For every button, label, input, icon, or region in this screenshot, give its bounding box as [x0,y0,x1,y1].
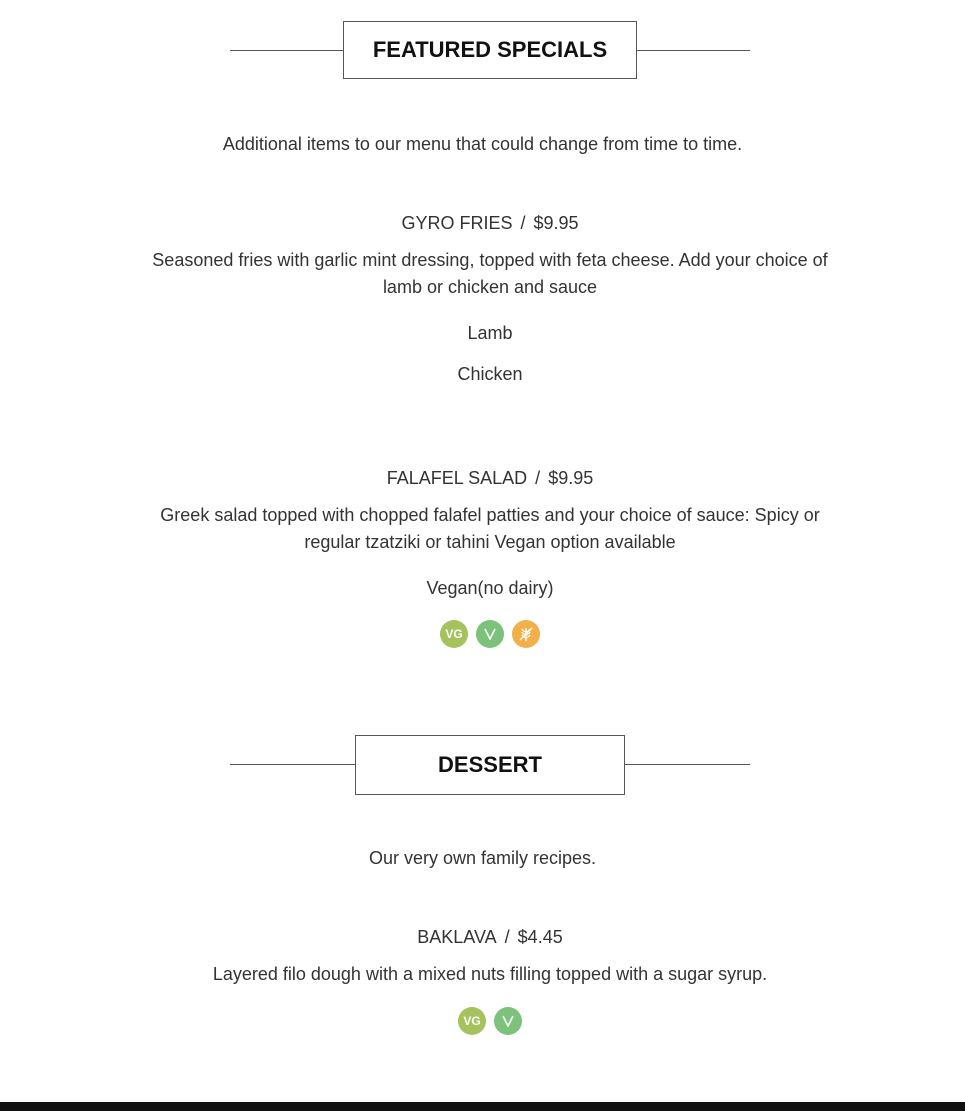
section-intro: Additional items to our menu that could change from time to time. [222,134,743,154]
option-vegan[interactable]: Vegan(no dairy) [426,578,554,598]
badge-label: VG [463,1014,481,1028]
section-title: FEATURED SPECIALS [343,21,637,79]
menu-item-title [0,467,965,489]
section-intro: Our very own family recipes. [368,848,597,868]
item-description: Greek salad topped with chopped falafel patties and your choice of sauce: Spicy or regular tzatziki or tahini Vegan option available [160,505,820,552]
footer-bar [0,1102,965,1111]
badge-label: VG [445,627,463,641]
menu-item-title [0,926,965,948]
dietary-badges [0,620,965,648]
dietary-badges [0,1007,965,1035]
option-lamb[interactable]: Lamb [467,323,513,343]
vegetarian-icon [494,1007,522,1035]
option-chicken[interactable]: Chicken [457,364,523,384]
vegetarian-icon [476,620,504,648]
item-description: Seasoned fries with garlic mint dressing, topped with feta cheese. Add your choice of lamb or chicken and sauce [152,250,828,297]
price-separator: / [535,468,541,488]
item-price: $9.95 [533,213,579,233]
menu-item-title [0,212,965,234]
item-name: GYRO FRIES [401,213,513,233]
featured-specials-header [230,21,750,81]
section-title: DESSERT [355,735,625,795]
price-separator: / [520,213,526,233]
item-price: $9.95 [548,468,594,488]
item-price: $4.45 [517,927,563,947]
vegan-icon [440,620,468,648]
vegan-icon [458,1007,486,1035]
gluten-free-icon [512,620,540,648]
item-name: BAKLAVA [417,927,497,947]
item-name: FALAFEL SALAD [386,468,528,488]
dessert-header [230,735,750,795]
item-description: Layered filo dough with a mixed nuts filling topped with a sugar syrup. [212,964,768,984]
price-separator: / [504,927,510,947]
